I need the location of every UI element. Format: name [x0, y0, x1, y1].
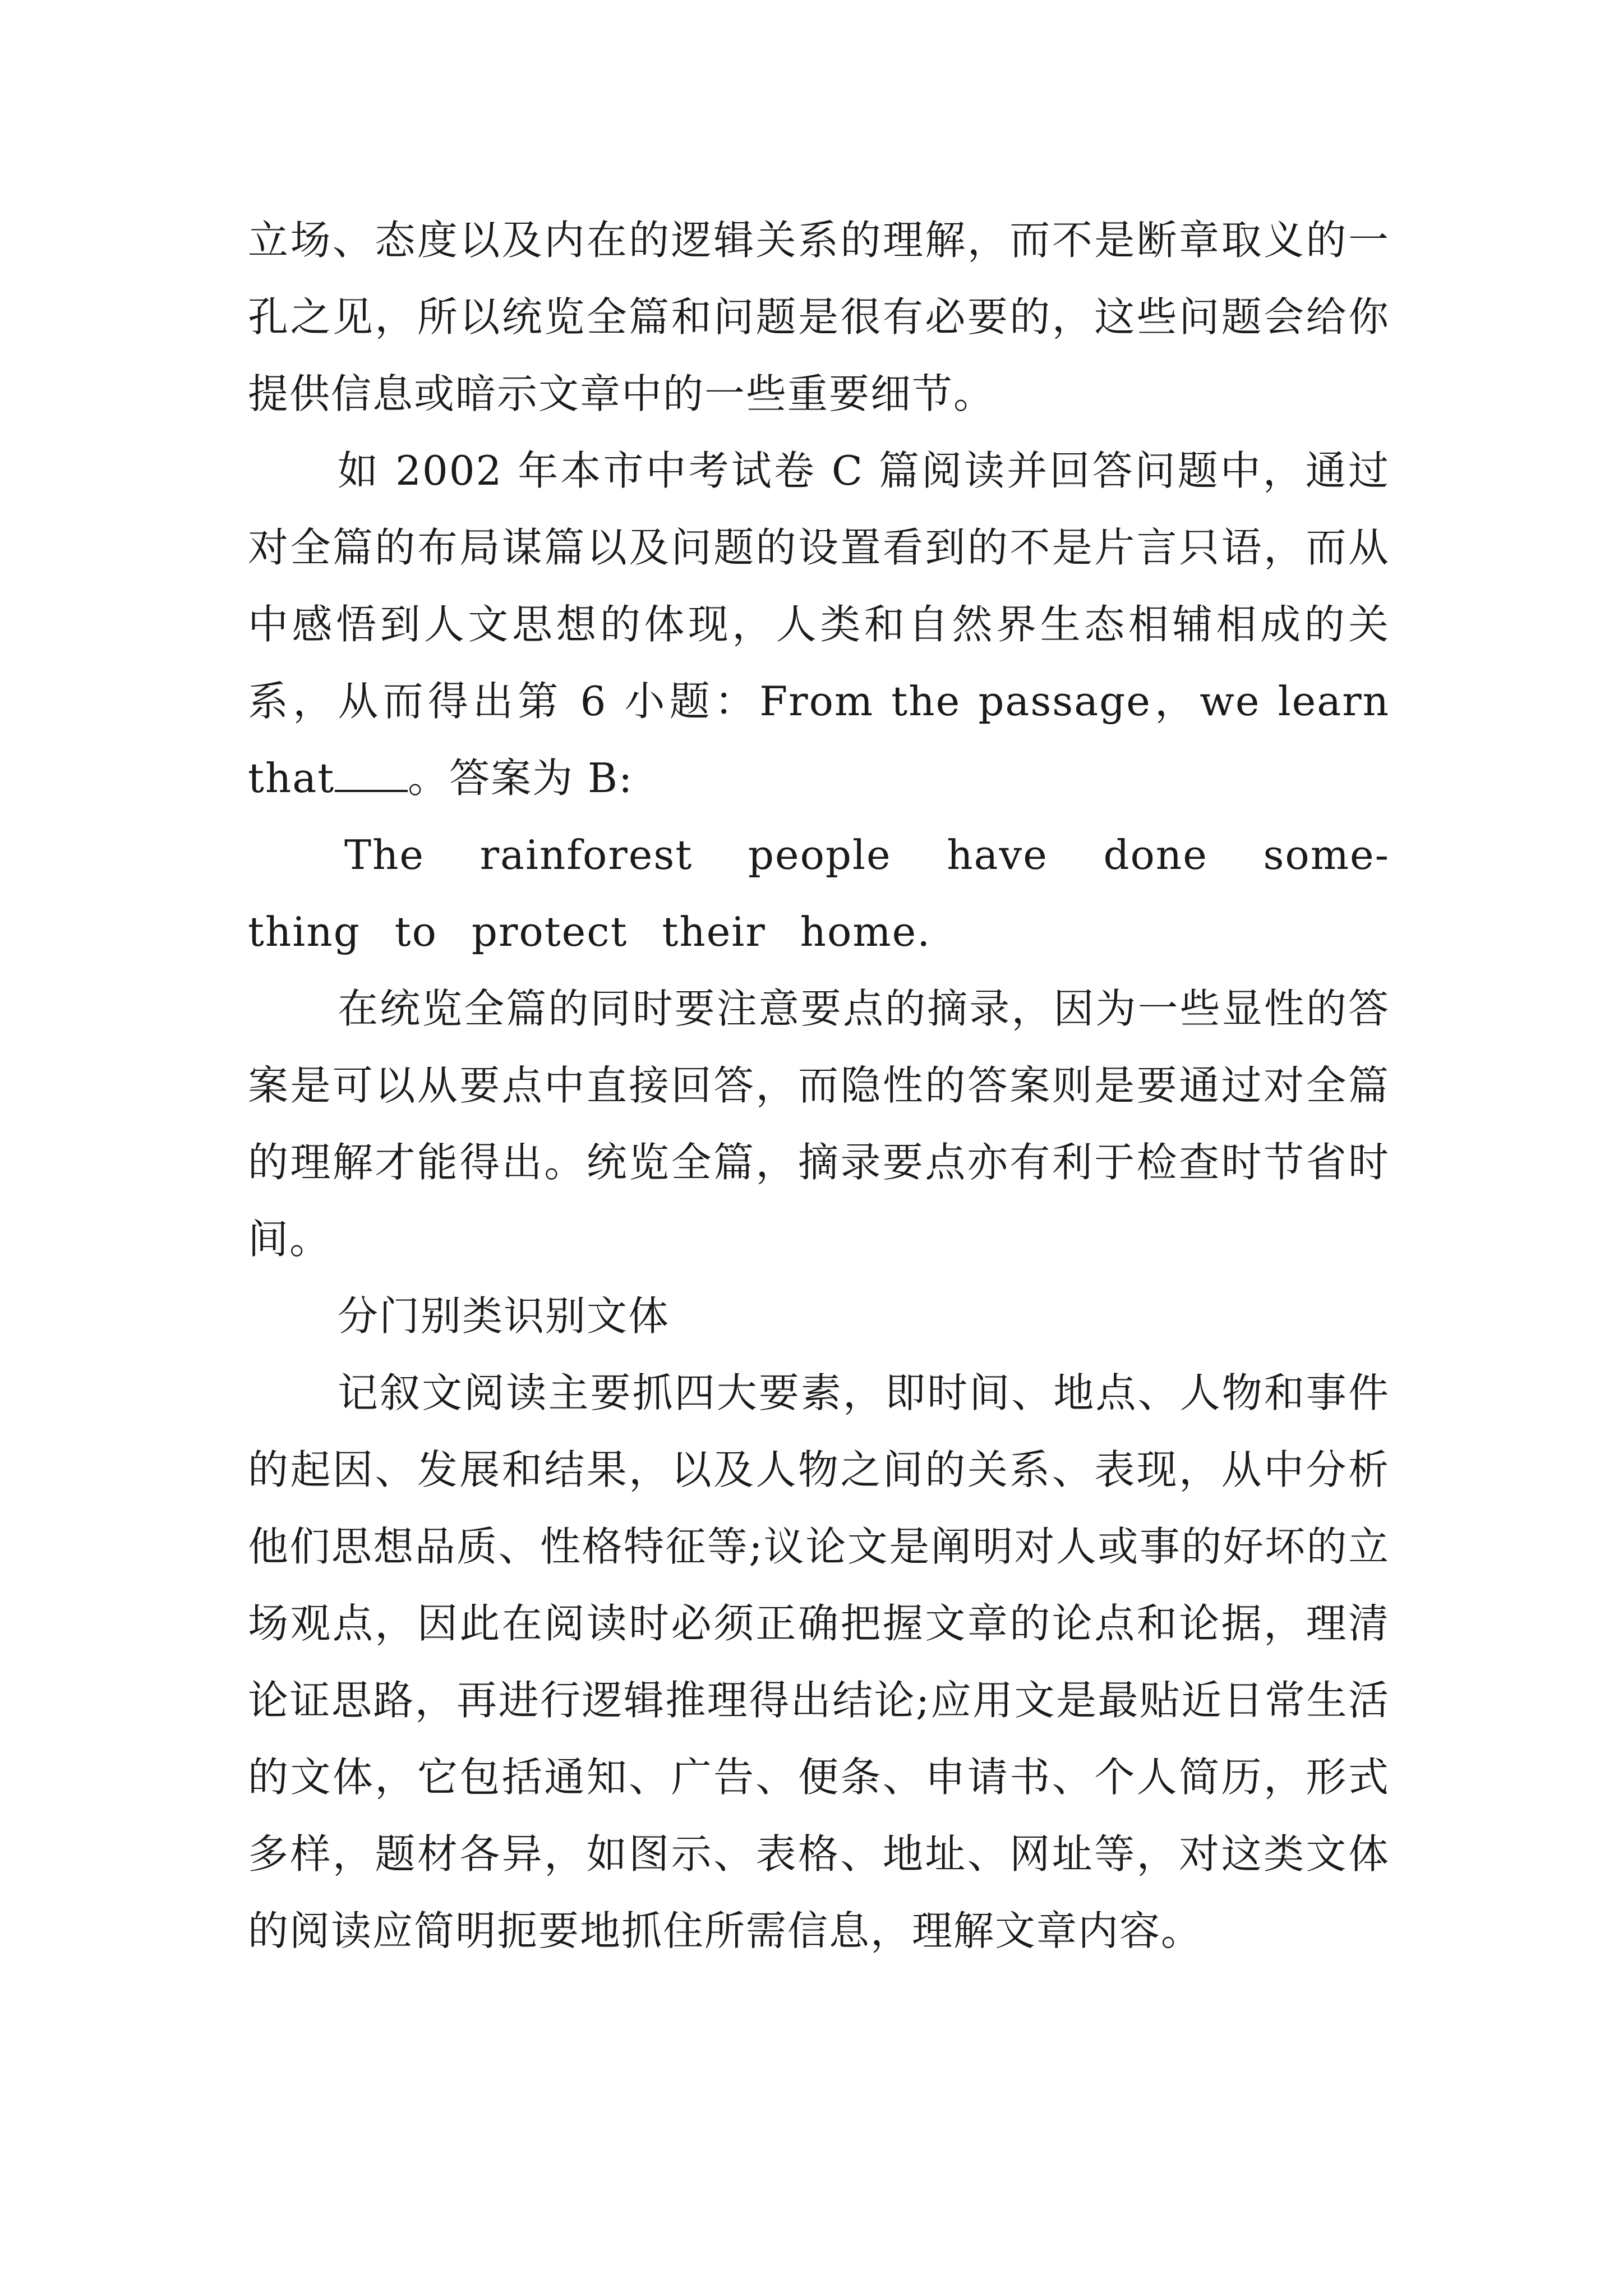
- document-body: [248, 202, 1390, 1970]
- section-heading: [248, 1278, 1390, 1355]
- heading-text: 分门别类识别文体: [338, 1292, 670, 1340]
- paragraph-text: 如 2002 年本市中考试卷 C 篇阅读并回答问题中，通过对全篇的布局谋篇以及问题的设置看到的不是片言只语，而从中感悟到人文思想的体现，人类和自然界生态相辅相成的关系，从而得出第 6 小题：From the passage，we learn that: [248, 447, 1390, 802]
- paragraph-key-points: [248, 970, 1390, 1278]
- paragraph-text: 立场、态度以及内在的逻辑关系的理解，而不是断章取义的一孔之见，所以统览全篇和问题是很有必要的，这些问题会给你提供信息或暗示文章中的一些重要细节。: [248, 217, 1390, 417]
- paragraph-text: 在统览全篇的同时要注意要点的摘录，因为一些显性的答案是可以从要点中直接回答，而隐性的答案则是要通过对全篇的理解才能得出。统览全篇，摘录要点亦有利于检查时节省时间。: [248, 985, 1390, 1263]
- paragraph-text: The rainforest people have done some- thing to protect their home.: [248, 831, 1390, 955]
- answer-blank: [335, 756, 408, 792]
- paragraph-text: 记叙文阅读主要抓四大要素，即时间、地点、人物和事件的起因、发展和结果，以及人物之间的关系、表现，从中分析他们思想品质、性格特征等;议论文是阐明对人或事的好坏的立场观点，因此在阅读时必须正确把握文章的论点和论据，理清论证思路，再进行逻辑推理得出结论;应用文是最贴近日常生活的文体，它包括通知、广告、便条、申请书、个人简历，形式多样，题材各异，如图示、表格、地址、网址等，对这类文体的阅读应简明扼要地抓住所需信息，理解文章内容。: [248, 1369, 1390, 1954]
- paragraph-text-answer: 。答案为 B:: [408, 754, 634, 802]
- paragraph-exam-example: [248, 432, 1390, 817]
- paragraph-genres: [248, 1355, 1390, 1970]
- paragraph-english-answer: [248, 817, 1390, 970]
- paragraph-continuation: [248, 202, 1390, 432]
